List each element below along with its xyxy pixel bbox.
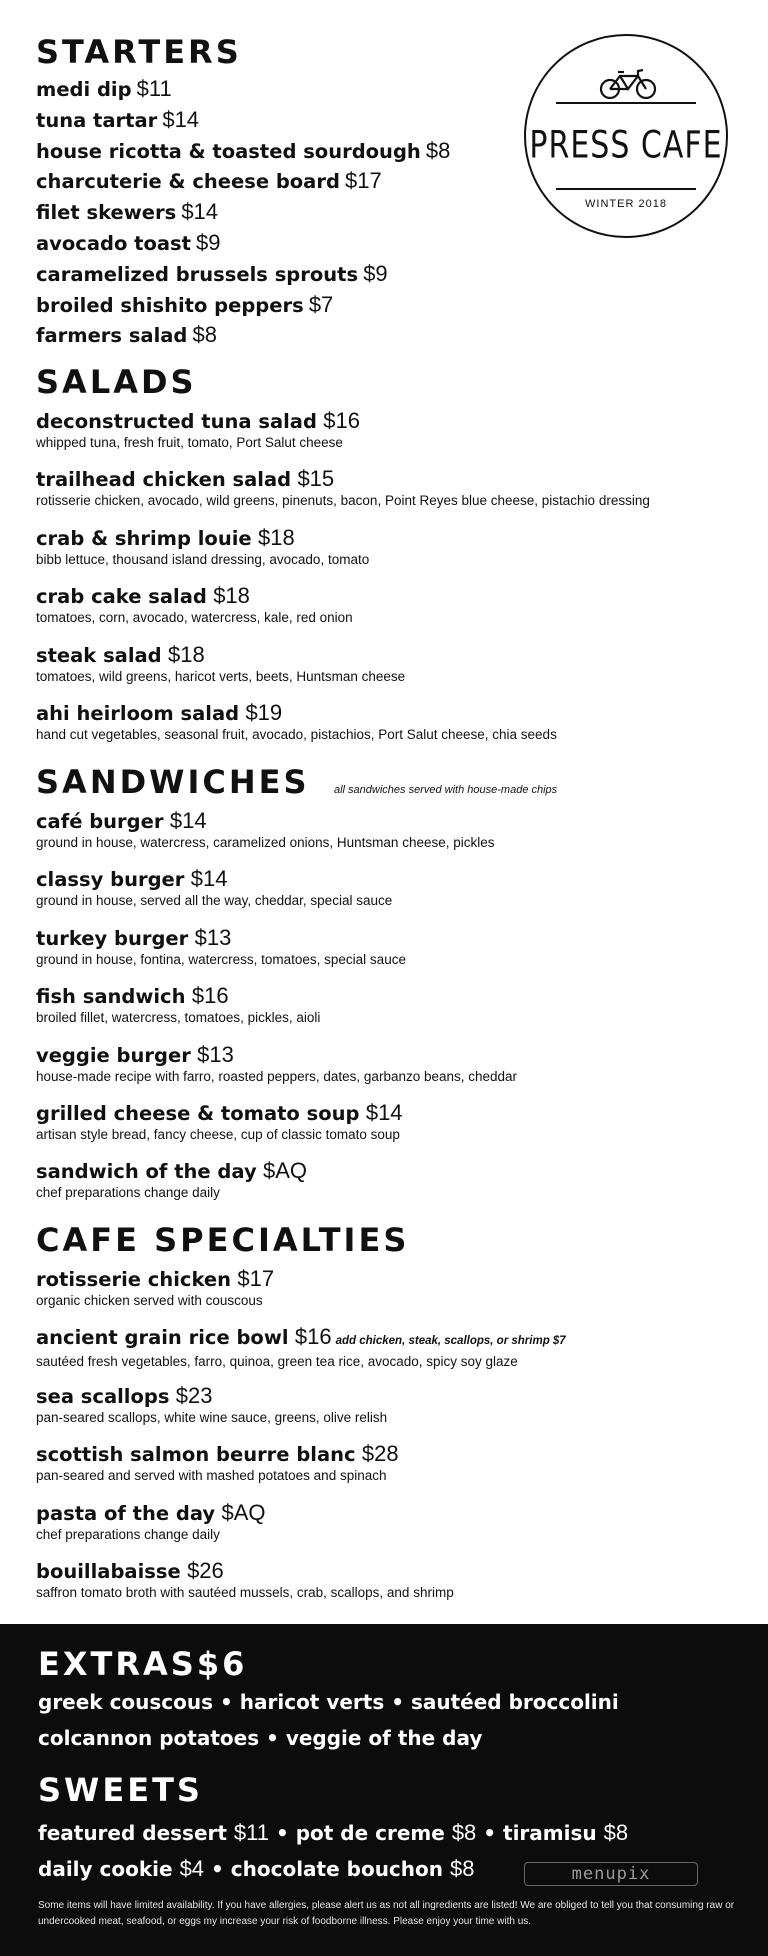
item-name: bouillabaisse — [36, 1560, 181, 1583]
logo-brand-name: PRESS CAFE — [529, 123, 723, 168]
item-description: rotisserie chicken, avocado, wild greens, pinenuts, bacon, Point Reyes blue cheese, pistachio dressing — [36, 493, 650, 509]
item-price: $8 — [192, 322, 217, 348]
item-price: $16 — [323, 408, 360, 433]
item-title-line — [36, 866, 392, 893]
item-name: scottish salmon beurre blanc — [36, 1443, 356, 1467]
allergy-disclaimer: Some items will have limited availability. If you have allergies, please alert us as not all ingredients are listed! We are obliged to tell you that consuming raw or undercooked meat, seafood, or eggs my increase your risk of foodborne illness. Please enjoy your time with us. — [38, 1900, 735, 1927]
item-name: grilled cheese & tomato soup — [36, 1102, 360, 1125]
item-name: charcuterie & cheese board — [36, 170, 340, 194]
starter-item — [36, 74, 172, 106]
menu-item — [36, 1500, 266, 1543]
item-name: pasta of the day — [36, 1501, 216, 1525]
item-name: rotisserie chicken — [36, 1268, 232, 1291]
sweet-price: $11 — [233, 1820, 269, 1845]
item-price: $23 — [175, 1382, 213, 1408]
item-name: house ricotta & toasted sourdough — [36, 139, 421, 163]
item-title-line — [36, 1383, 387, 1410]
sandwiches-note: all sandwiches served with house-made chips — [334, 784, 558, 796]
item-title-line — [36, 808, 495, 835]
extras-line-2: colcannon potatoes • veggie of the day — [38, 1726, 483, 1750]
item-description: sautéed fresh vegetables, farro, quinoa, green tea rice, avocado, spicy soy glaze — [36, 1354, 518, 1370]
item-name: crab & shrimp louie — [36, 526, 252, 550]
menu-item — [36, 1441, 399, 1484]
logo-season: WINTER 2018 — [585, 198, 667, 210]
item-price: $17 — [345, 168, 382, 194]
item-name: medi dip — [36, 78, 132, 101]
starter-item — [36, 290, 333, 322]
item-price: $16 — [191, 983, 229, 1009]
sweet-separator: • — [204, 1857, 231, 1881]
item-description: pan-seared and served with mashed potatoes and spinach — [36, 1468, 387, 1484]
item-name: ancient grain rice bowl — [36, 1326, 289, 1350]
item-name: farmers salad — [36, 324, 188, 348]
sweet-name: daily cookie — [38, 1857, 173, 1881]
item-price: $AQ — [221, 1499, 266, 1525]
item-description: tomatoes, corn, avocado, watercress, kale, red onion — [36, 610, 353, 626]
item-title-line — [36, 1158, 307, 1185]
item-title-line — [36, 700, 557, 727]
item-price: $18 — [213, 583, 250, 609]
item-price: $14 — [190, 866, 228, 892]
item-title-line — [36, 525, 369, 552]
item-price: $14 — [169, 808, 207, 833]
menu-item — [36, 583, 353, 626]
item-name: crab cake salad — [36, 585, 207, 609]
menu-item — [36, 983, 320, 1026]
menu-item — [36, 466, 650, 509]
item-name: tuna tartar — [36, 108, 158, 132]
item-description: hand cut vegetables, seasonal fruit, avocado, pistachios, Port Salut cheese, chia seeds — [36, 727, 557, 742]
press-cafe-logo — [524, 34, 728, 238]
item-price: $19 — [245, 700, 283, 725]
sweet-name: pot de creme — [295, 1821, 445, 1845]
item-price: $7 — [308, 291, 334, 317]
item-name: fish sandwich — [36, 985, 186, 1009]
item-name: café burger — [36, 810, 164, 833]
item-price: $18 — [168, 641, 205, 667]
menu-item — [36, 1158, 307, 1201]
item-price: $9 — [363, 260, 388, 286]
sweet-price: $8 — [603, 1820, 629, 1845]
item-price: $14 — [181, 199, 219, 225]
menu-item — [36, 925, 406, 968]
sweet-price: $8 — [449, 1856, 475, 1881]
item-description: artisan style bread, fancy cheese, cup of classic tomato soup — [36, 1127, 400, 1142]
starter-item — [36, 166, 382, 198]
sweet-separator: • — [269, 1821, 296, 1845]
sweets-line-1 — [38, 1820, 628, 1846]
item-description: saffron tomato broth with sautéed mussels, crab, scallops, and shrimp — [36, 1585, 454, 1600]
item-description: organic chicken served with couscous — [36, 1293, 263, 1308]
item-description: whipped tuna, fresh fruit, tomato, Port Salut cheese — [36, 435, 343, 450]
extras-price: $6 — [196, 1645, 248, 1683]
item-price: $17 — [237, 1266, 275, 1291]
starter-item — [36, 228, 221, 260]
menu-item — [36, 408, 360, 451]
menu-item — [36, 642, 405, 685]
item-description: broiled fillet, watercress, tomatoes, pickles, aioli — [36, 1010, 321, 1026]
item-name: ahi heirloom salad — [36, 702, 240, 725]
menu-item — [36, 808, 495, 851]
item-price: $26 — [187, 1558, 224, 1583]
sweet-price: $4 — [179, 1856, 205, 1881]
menupix-watermark: menupix — [524, 1862, 698, 1886]
menu-item — [36, 1100, 403, 1143]
item-name: avocado toast — [36, 232, 191, 255]
item-title-line — [36, 583, 353, 610]
item-title-line — [36, 925, 406, 952]
sweet-name: chocolate bouchon — [230, 1857, 444, 1881]
item-title-line — [36, 983, 320, 1010]
item-price: $9 — [196, 230, 221, 255]
item-description: chef preparations change daily — [36, 1526, 220, 1542]
item-name: sea scallops — [36, 1384, 170, 1408]
item-price: $14 — [162, 106, 200, 132]
starter-item — [36, 136, 450, 168]
item-price: $28 — [361, 1441, 399, 1467]
extras-heading — [38, 1645, 248, 1683]
item-title-line — [36, 408, 360, 435]
extras-title: EXTRAS — [38, 1645, 197, 1683]
item-name: filet skewers — [36, 201, 177, 225]
logo-rule-bottom — [556, 188, 696, 190]
item-description: pan-seared scallops, white wine sauce, greens, olive relish — [36, 1409, 388, 1425]
item-price: $15 — [297, 466, 335, 492]
item-title-line — [36, 1266, 274, 1293]
bicycle-icon — [598, 68, 658, 100]
extras-line-1: greek couscous • haricot verts • sautéed broccolini — [38, 1690, 619, 1714]
item-price: $11 — [136, 76, 172, 101]
item-name: caramelized brussels sprouts — [36, 262, 359, 286]
menu-item — [36, 1558, 454, 1601]
item-description: bibb lettuce, thousand island dressing, avocado, tomato — [36, 551, 370, 567]
item-name: turkey burger — [36, 926, 189, 950]
sandwiches-heading: SANDWICHES — [36, 763, 310, 801]
item-title-line — [36, 1558, 454, 1585]
item-name: sandwich of the day — [36, 1160, 257, 1184]
item-price: $13 — [194, 924, 232, 950]
salads-heading: SALADS — [36, 363, 197, 401]
item-name: trailhead chicken salad — [36, 468, 292, 492]
menu-item — [36, 1266, 274, 1309]
item-name: deconstructed tuna salad — [36, 410, 317, 433]
menu-item — [36, 1324, 566, 1370]
item-price: $AQ — [263, 1158, 308, 1184]
item-name: steak salad — [36, 643, 162, 667]
menu-item — [36, 700, 557, 743]
item-addon-note: add chicken, steak, scallops, or shrimp $7 — [335, 1335, 566, 1348]
sweet-separator: • — [476, 1821, 504, 1845]
menu-item — [36, 1042, 517, 1085]
item-title-line — [36, 642, 405, 669]
item-title-line — [36, 1100, 403, 1127]
starter-item — [36, 320, 217, 352]
sweets-line-2 — [38, 1856, 474, 1882]
item-price: $13 — [197, 1041, 234, 1067]
sweet-price: $8 — [451, 1820, 477, 1845]
item-name: broiled shishito peppers — [36, 293, 304, 317]
sweet-name: tiramisu — [503, 1821, 597, 1845]
item-description: house-made recipe with farro, roasted peppers, dates, garbanzo beans, cheddar — [36, 1068, 518, 1084]
item-title-line — [36, 1441, 399, 1468]
menu-item — [36, 525, 369, 568]
item-title-line — [36, 1500, 266, 1527]
item-title-line — [36, 466, 650, 493]
specialties-heading: CAFE SPECIALTIES — [36, 1221, 410, 1259]
item-title-line — [36, 1042, 517, 1069]
item-price: $14 — [365, 1100, 403, 1125]
item-description: ground in house, fontina, watercress, tomatoes, special sauce — [36, 951, 406, 967]
sweets-heading: SWEETS — [38, 1771, 203, 1809]
starters-heading: STARTERS — [36, 33, 242, 71]
item-price: $18 — [257, 524, 295, 550]
starter-item — [36, 259, 388, 291]
item-description: chef preparations change daily — [36, 1185, 220, 1201]
menu-item — [36, 866, 392, 909]
starter-item — [36, 197, 218, 229]
item-name: classy burger — [36, 868, 185, 892]
item-price: $8 — [425, 137, 451, 163]
item-description: ground in house, watercress, caramelized onions, Huntsman cheese, pickles — [36, 835, 495, 850]
item-title-line — [36, 1324, 566, 1354]
item-price: $16 — [294, 1324, 332, 1350]
menu-item — [36, 1383, 387, 1426]
item-description: tomatoes, wild greens, haricot verts, beets, Huntsman cheese — [36, 668, 406, 684]
logo-rule-top — [556, 102, 696, 104]
sweet-name: featured dessert — [38, 1821, 227, 1845]
item-name: veggie burger — [36, 1043, 191, 1067]
item-description: ground in house, served all the way, cheddar, special sauce — [36, 893, 393, 909]
starter-item — [36, 105, 199, 137]
